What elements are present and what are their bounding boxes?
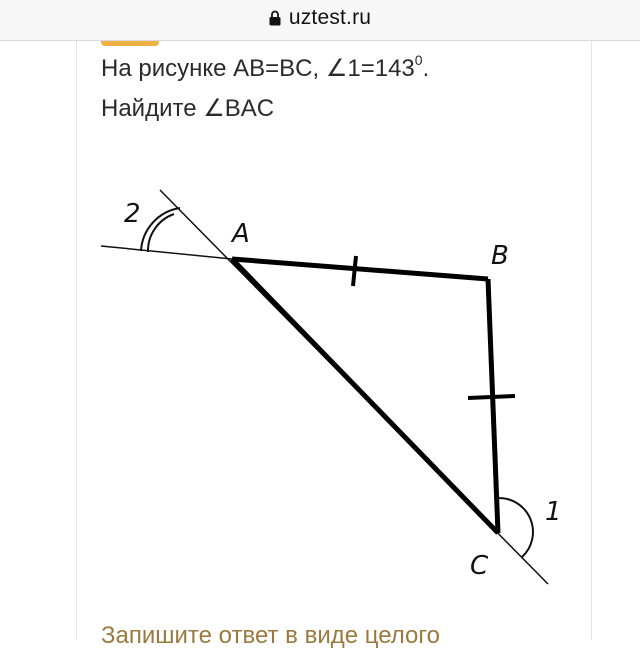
url-text: uztest.ru xyxy=(288,6,372,29)
angle-label-2: 2 xyxy=(124,199,141,229)
angle2-arc-inner xyxy=(148,214,174,252)
vertex-label-b: B xyxy=(491,241,509,271)
tick-bc xyxy=(468,396,515,398)
angle-icon: ∠ xyxy=(203,95,225,122)
side-ab xyxy=(232,259,488,279)
angle-icon: ∠ xyxy=(325,55,348,82)
side-ac xyxy=(232,259,498,533)
angle1-arc xyxy=(498,498,533,557)
angle-label-1: 1 xyxy=(545,497,562,527)
angle-value: 1=143 xyxy=(347,55,415,82)
side-bc xyxy=(488,279,498,533)
tick-ab xyxy=(353,256,356,286)
answer-instruction: Запишите ответ в виде целого xyxy=(101,622,440,649)
question-prompt: Найдите xyxy=(101,95,204,122)
target-angle: BAC xyxy=(224,95,275,122)
question-text: На рисунке AB=BC, xyxy=(101,55,326,82)
degree-mark: 0 xyxy=(414,52,423,68)
vertex-label-a: A xyxy=(232,219,250,249)
line-extension-ab xyxy=(101,246,232,259)
vertex-label-c: C xyxy=(470,551,489,581)
period: . xyxy=(422,55,430,82)
